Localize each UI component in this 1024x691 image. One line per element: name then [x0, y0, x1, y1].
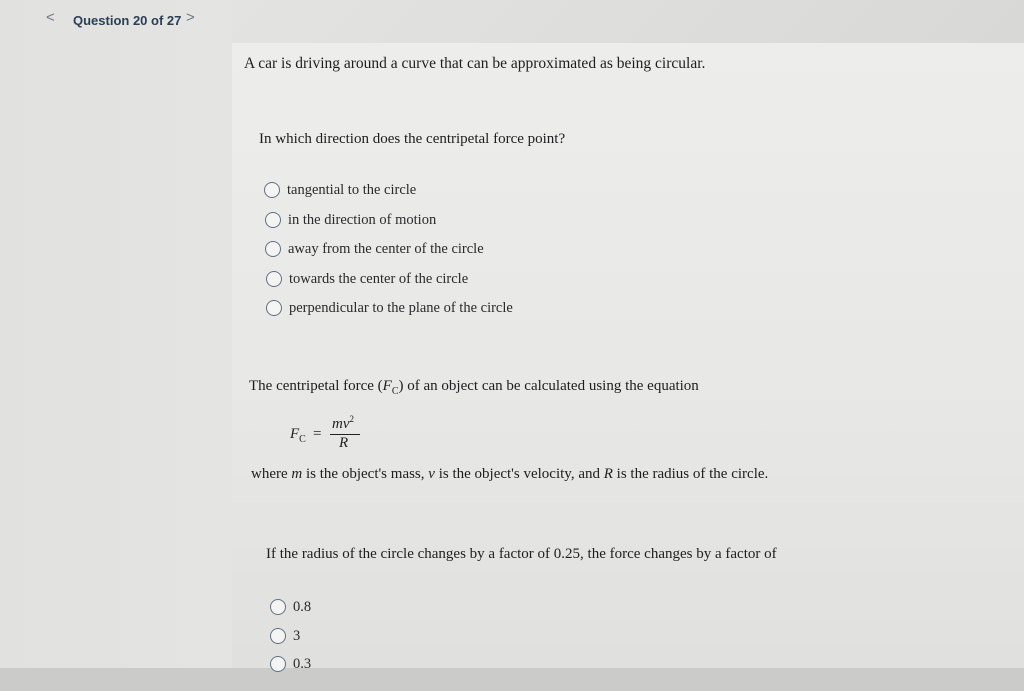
equation-numerator: $mv^2$	[332, 414, 354, 432]
left-background	[0, 0, 232, 691]
radio-button[interactable]	[270, 628, 286, 644]
radio-button[interactable]	[265, 241, 281, 257]
question-counter: Question 20 of 27	[73, 13, 182, 28]
fc-symbol: $F_C$	[382, 378, 399, 397]
radio-button[interactable]	[264, 182, 280, 198]
option-label: tangential to the circle	[287, 181, 417, 198]
option-label: 3	[293, 627, 301, 644]
equation-equals: =	[313, 426, 322, 442]
radio-button[interactable]	[270, 599, 286, 615]
equation-denominator: R	[339, 435, 349, 451]
radio-button[interactable]	[265, 212, 281, 228]
question-navigation	[0, 0, 1024, 42]
next-question-chevron-icon[interactable]: >	[186, 9, 195, 26]
question1-prompt: In which direction does the centripetal force point?	[259, 131, 566, 147]
q1-option-tangential[interactable]	[264, 181, 416, 203]
question2-prompt: If the radius of the circle changes by a factor of 0.25, the force changes by a factor of	[266, 546, 777, 562]
option-label: perpendicular to the plane of the circle	[289, 299, 513, 316]
equation-lhs: $F_C$	[290, 426, 306, 445]
radio-button[interactable]	[266, 300, 282, 316]
q2-option-0-8[interactable]	[270, 598, 311, 620]
radio-button[interactable]	[270, 656, 286, 672]
option-label: 0.8	[293, 598, 312, 615]
desc-part-2: ) of an object can be calculated using the equation	[398, 378, 699, 394]
equation-description	[249, 378, 699, 397]
option-label: towards the center of the circle	[289, 270, 469, 287]
q1-option-away-from-center[interactable]	[265, 240, 484, 262]
q2-option-3[interactable]	[270, 627, 300, 649]
q1-option-direction-of-motion[interactable]	[265, 211, 436, 233]
previous-question-chevron-icon[interactable]: <	[46, 9, 55, 26]
option-label: away from the center of the circle	[288, 240, 484, 257]
centripetal-force-equation	[290, 414, 370, 458]
bottom-edge	[0, 668, 1024, 691]
option-label: 0.3	[293, 655, 312, 672]
option-label: in the direction of motion	[288, 211, 437, 228]
q1-option-towards-center[interactable]	[266, 270, 468, 292]
desc-part-1: The centripetal force (	[249, 378, 383, 394]
variable-definitions: where m is the object's mass, v is the object's velocity, and R is the radius of the circle.	[251, 466, 769, 482]
q2-option-0-3[interactable]	[270, 655, 311, 677]
q1-option-perpendicular[interactable]	[266, 299, 513, 321]
radio-button[interactable]	[266, 271, 282, 287]
intro-text: A car is driving around a curve that can be approximated as being circular.	[244, 55, 706, 72]
